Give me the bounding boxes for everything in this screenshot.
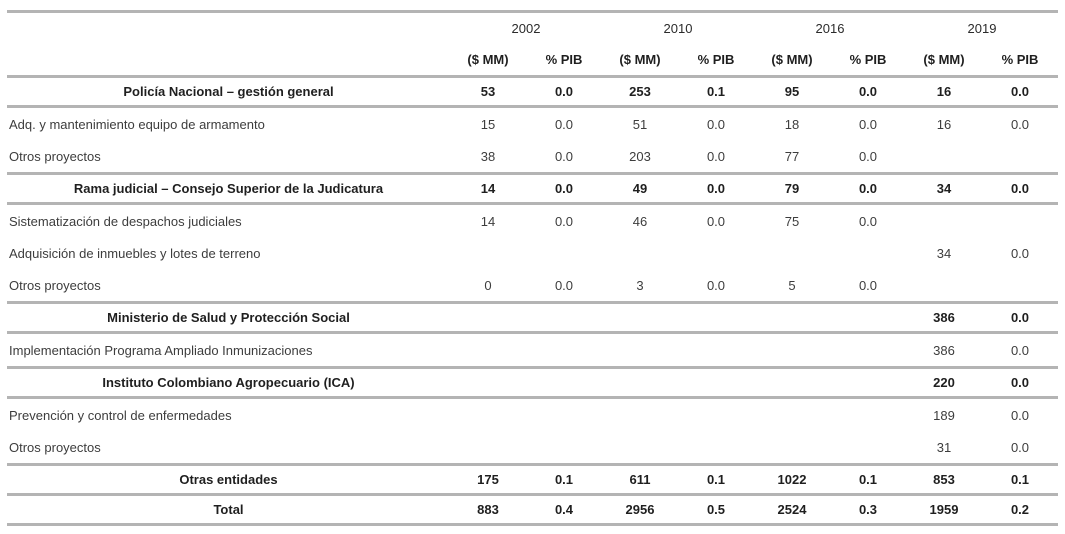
- value-cell: 0.0: [1010, 375, 1030, 390]
- value-cell: [678, 399, 754, 431]
- year-header: 2010: [663, 21, 693, 36]
- value-cell: [906, 205, 982, 237]
- value-cell: 0.3: [858, 502, 878, 517]
- row-label: Prevención y control de enfermedades: [9, 407, 232, 423]
- value-cell: [450, 304, 526, 331]
- value-cell: 34: [936, 245, 952, 261]
- value-cell: [754, 431, 830, 463]
- row-label: Ministerio de Salud y Protección Social: [107, 310, 350, 325]
- value-cell: [526, 431, 602, 463]
- value-cell: [754, 304, 830, 331]
- value-cell: 386: [933, 342, 955, 358]
- value-cell: 0.0: [554, 181, 574, 196]
- value-cell: 611: [629, 472, 651, 487]
- value-cell: [982, 140, 1058, 172]
- value-cell: 0.1: [554, 472, 574, 487]
- row-label: Instituto Colombiano Agropecuario (ICA): [102, 375, 355, 390]
- subcolumn-header: ($ MM): [771, 52, 813, 67]
- budget-table: [7, 10, 1058, 526]
- value-cell: 49: [632, 181, 648, 196]
- value-cell: 0.0: [554, 116, 574, 132]
- row-label: Otras entidades: [179, 472, 278, 487]
- value-cell: 0.0: [858, 277, 878, 293]
- value-cell: 883: [477, 502, 499, 517]
- value-cell: [754, 369, 830, 396]
- value-cell: 189: [933, 407, 955, 423]
- value-cell: [526, 399, 602, 431]
- header-spacer: [7, 44, 450, 75]
- year-header: 2002: [511, 21, 541, 36]
- row-label: Implementación Programa Ampliado Inmunizaciones: [9, 342, 313, 358]
- subcolumn-header: ($ MM): [467, 52, 509, 67]
- value-cell: [450, 431, 526, 463]
- row-label: Adquisición de inmuebles y lotes de terreno: [9, 245, 261, 261]
- value-cell: [754, 399, 830, 431]
- value-cell: 15: [480, 116, 496, 132]
- value-cell: 0.0: [706, 181, 726, 196]
- value-cell: 46: [632, 213, 648, 229]
- value-cell: 0.0: [858, 213, 878, 229]
- value-cell: 75: [784, 213, 800, 229]
- row-label: Policía Nacional – gestión general: [123, 84, 334, 99]
- value-cell: 0.0: [706, 277, 726, 293]
- value-cell: 16: [936, 116, 952, 132]
- value-cell: [906, 269, 982, 301]
- value-cell: 79: [784, 181, 800, 196]
- header-spacer: [7, 13, 450, 44]
- value-cell: 0.0: [554, 213, 574, 229]
- value-cell: [678, 369, 754, 396]
- subcolumn-header: ($ MM): [619, 52, 661, 67]
- value-cell: 0.0: [706, 116, 726, 132]
- value-cell: [450, 399, 526, 431]
- value-cell: 31: [936, 439, 952, 455]
- value-cell: 18: [784, 116, 800, 132]
- value-cell: [526, 334, 602, 366]
- row-label: Otros proyectos: [9, 277, 101, 293]
- value-cell: [830, 431, 906, 463]
- subcolumn-header: ($ MM): [923, 52, 965, 67]
- value-cell: [830, 399, 906, 431]
- subcolumn-header: % PIB: [849, 52, 887, 67]
- value-cell: 95: [784, 84, 800, 99]
- value-cell: 1022: [777, 472, 807, 487]
- value-cell: 0.0: [858, 84, 878, 99]
- value-cell: [830, 334, 906, 366]
- value-cell: 0.0: [1010, 439, 1030, 455]
- value-cell: [830, 369, 906, 396]
- value-cell: 16: [936, 84, 952, 99]
- value-cell: [754, 237, 830, 269]
- value-cell: 0.4: [554, 502, 574, 517]
- row-label: Adq. y mantenimiento equipo de armamento: [9, 116, 265, 132]
- value-cell: 853: [933, 472, 955, 487]
- value-cell: 253: [629, 84, 651, 99]
- value-cell: 0.0: [706, 148, 726, 164]
- row-label: Sistematización de despachos judiciales: [9, 213, 242, 229]
- value-cell: [602, 399, 678, 431]
- value-cell: 2956: [625, 502, 655, 517]
- value-cell: 0.0: [858, 181, 878, 196]
- value-cell: [678, 431, 754, 463]
- value-cell: 77: [784, 148, 800, 164]
- value-cell: 220: [933, 375, 955, 390]
- value-cell: [450, 237, 526, 269]
- value-cell: [906, 140, 982, 172]
- subcolumn-header: % PIB: [545, 52, 583, 67]
- year-header: 2016: [815, 21, 845, 36]
- value-cell: [526, 237, 602, 269]
- value-cell: [602, 334, 678, 366]
- value-cell: [602, 369, 678, 396]
- value-cell: [602, 237, 678, 269]
- value-cell: [678, 334, 754, 366]
- value-cell: 0.0: [554, 148, 574, 164]
- row-label: Otros proyectos: [9, 148, 101, 164]
- divider-rule: [7, 523, 1058, 526]
- value-cell: 0.0: [1010, 84, 1030, 99]
- year-header: 2019: [967, 21, 997, 36]
- value-cell: [754, 334, 830, 366]
- value-cell: [830, 304, 906, 331]
- value-cell: 2524: [777, 502, 807, 517]
- value-cell: [450, 334, 526, 366]
- row-label: Total: [213, 502, 244, 517]
- subcolumn-header: % PIB: [697, 52, 735, 67]
- value-cell: 0.1: [858, 472, 878, 487]
- value-cell: 0.0: [554, 277, 574, 293]
- value-cell: 203: [629, 148, 651, 164]
- value-cell: 0.0: [706, 213, 726, 229]
- value-cell: 0.0: [858, 148, 878, 164]
- value-cell: 0.0: [1010, 407, 1030, 423]
- value-cell: 0.5: [706, 502, 726, 517]
- value-cell: 0.0: [1010, 310, 1030, 325]
- value-cell: 14: [480, 181, 496, 196]
- value-cell: 0.0: [1010, 116, 1030, 132]
- value-cell: 0.0: [858, 116, 878, 132]
- value-cell: [678, 237, 754, 269]
- value-cell: 0.1: [706, 84, 726, 99]
- value-cell: [982, 205, 1058, 237]
- value-cell: 1959: [929, 502, 959, 517]
- row-label: Rama judicial – Consejo Superior de la Judicatura: [73, 181, 384, 196]
- value-cell: [602, 304, 678, 331]
- value-cell: [678, 304, 754, 331]
- value-cell: 3: [636, 277, 644, 293]
- value-cell: 51: [632, 116, 648, 132]
- value-cell: [450, 369, 526, 396]
- value-cell: 38: [480, 148, 496, 164]
- value-cell: 0: [484, 277, 492, 293]
- value-cell: [526, 369, 602, 396]
- value-cell: 34: [936, 181, 952, 196]
- value-cell: 175: [477, 472, 499, 487]
- value-cell: 5: [788, 277, 796, 293]
- value-cell: [602, 431, 678, 463]
- value-cell: 0.1: [706, 472, 726, 487]
- value-cell: [982, 269, 1058, 301]
- subcolumn-header: % PIB: [1001, 52, 1039, 67]
- value-cell: 0.1: [1010, 472, 1030, 487]
- value-cell: 0.0: [1010, 245, 1030, 261]
- value-cell: 386: [933, 310, 955, 325]
- value-cell: [830, 237, 906, 269]
- value-cell: 53: [480, 84, 496, 99]
- row-label: Otros proyectos: [9, 439, 101, 455]
- value-cell: [526, 304, 602, 331]
- value-cell: 0.2: [1010, 502, 1030, 517]
- value-cell: 14: [480, 213, 496, 229]
- value-cell: 0.0: [1010, 181, 1030, 196]
- value-cell: 0.0: [1010, 342, 1030, 358]
- value-cell: 0.0: [554, 84, 574, 99]
